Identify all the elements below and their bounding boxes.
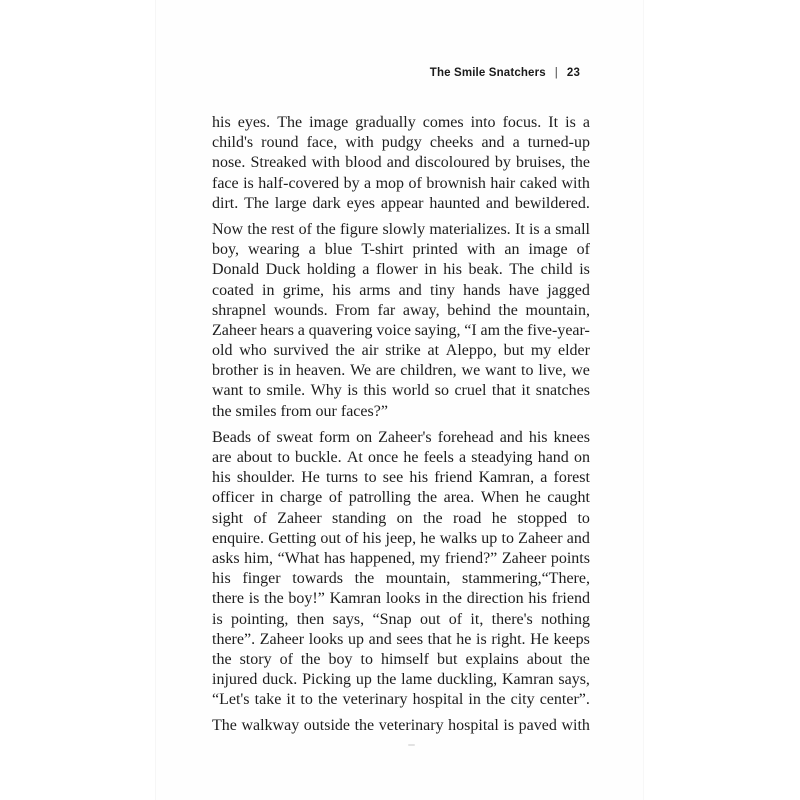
text-line: the story of the boy to himself but explains about the [212, 650, 590, 668]
text-line: Beads of sweat form on Zaheer's forehead and his knees [212, 428, 590, 446]
running-header-separator: | [554, 67, 558, 79]
text-line: Donald Duck holding a flower in his beak. The child is [212, 261, 590, 279]
text-line: his finger towards the mountain, stammering,“There, [212, 570, 590, 588]
text-line: officer in charge of patrolling the area. When he caught [212, 489, 590, 507]
text-line: dirt. The large dark eyes appear haunted and bewildered. [212, 194, 590, 212]
body-text [212, 113, 590, 737]
text-line: The walkway outside the veterinary hospital is paved with [212, 717, 590, 735]
paragraph-2 [212, 220, 590, 422]
text-line: there”. Zaheer looks up and sees that he is right. He keeps [212, 630, 590, 648]
text-line: old who survived the air strike at Aleppo, but my elder [212, 342, 590, 360]
text-line: his shoulder. He turns to see his friend Kamran, a forest [212, 469, 590, 487]
running-header [212, 67, 580, 79]
text-line: nose. Streaked with blood and discoloured by bruises, the [212, 154, 590, 172]
paragraph-3 [212, 428, 590, 711]
text-line: injured duck. Picking up the lame duckling, Kamran says, [212, 671, 590, 689]
text-line: “Let's take it to the veterinary hospital in the city center”. [212, 691, 590, 709]
paragraph-4 [212, 716, 590, 736]
text-line: Zaheer hears a quavering voice saying, “I am the five-year- [212, 321, 590, 339]
text-line: his eyes. The image gradually comes into focus. It is a [212, 114, 590, 131]
text-line: enquire. Getting out of his jeep, he walks up to Zaheer and [212, 529, 590, 547]
text-line: asks him, “What has happened, my friend?” Zaheer points [212, 549, 590, 567]
text-line: sight of Zaheer standing on the road he stopped to [212, 509, 590, 527]
text-line: face is half-covered by a mop of brownish hair caked with [212, 174, 590, 192]
running-header-title: The Smile Snatchers [429, 67, 546, 79]
paragraph-1 [212, 113, 590, 214]
text-line: coated in grime, his arms and tiny hands have jagged [212, 281, 590, 299]
text-line: are about to buckle. At once he feels a steadying hand on [212, 449, 590, 466]
text-line: brother is in heaven. We are children, we want to live, we [212, 362, 590, 380]
page-edge-left [155, 0, 156, 800]
text-line: Now the rest of the figure slowly materializes. It is a small [212, 220, 590, 238]
text-line: boy, wearing a blue T-shirt printed with an image of [212, 241, 590, 259]
page-edge-right [643, 0, 644, 800]
text-line: the smiles from our faces?” [212, 402, 388, 420]
page-number: 23 [566, 67, 580, 79]
text-line: is pointing, then says, “Snap out of it, there's nothing [212, 610, 590, 628]
text-line: shrapnel wounds. From far away, behind the mountain, [212, 301, 590, 319]
text-line: child's round face, with pudgy cheeks and a turned-up [212, 134, 590, 152]
scan-speck [408, 744, 415, 746]
text-line: there is the boy!” Kamran looks in the direction his friend [212, 590, 590, 608]
text-line: want to smile. Why is this world so cruel that it snatches [212, 382, 590, 400]
